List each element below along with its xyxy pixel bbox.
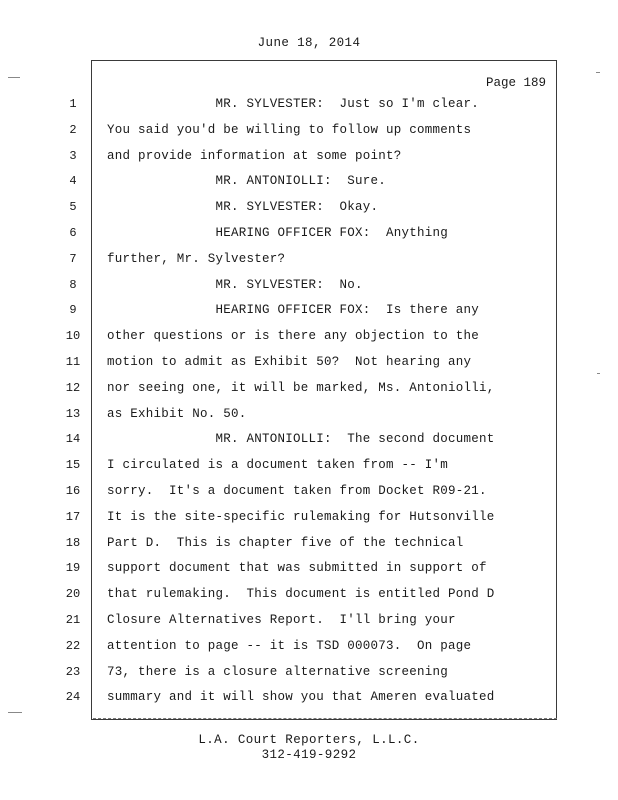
line-number: 18: [65, 535, 81, 550]
line-number: 11: [65, 355, 81, 369]
line-number: 20: [65, 587, 81, 602]
line-number: 1: [69, 97, 77, 111]
transcript-line: I circulated is a document taken from -- I'm: [107, 458, 449, 473]
transcript-line: MR. SYLVESTER: Okay.: [107, 200, 379, 215]
line-number: 14: [65, 432, 81, 447]
transcript-line: HEARING OFFICER FOX: Is there any: [107, 303, 480, 318]
line-number: 17: [65, 509, 81, 524]
line-number: 19: [65, 561, 81, 576]
line-number: 9: [69, 303, 77, 318]
scan-speck: [8, 77, 20, 78]
line-number: 23: [65, 664, 81, 679]
transcript-line: nor seeing one, it will be marked, Ms. Antoniolli,: [107, 380, 495, 395]
transcript-line: MR. ANTONIOLLI: The second document: [107, 432, 495, 447]
transcript-line: summary and it will show you that Ameren evaluated: [107, 690, 495, 705]
frame-bottom-dashes: [93, 718, 557, 720]
line-number: 24: [65, 690, 81, 705]
transcript-line: Closure Alternatives Report. I'll bring your: [107, 613, 456, 627]
line-number: 13: [65, 406, 81, 421]
transcript-line: It is the site-specific rulemaking for Hutsonville: [107, 509, 495, 524]
transcript-line: MR. SYLVESTER: No.: [107, 277, 363, 292]
line-number: 6: [69, 226, 77, 240]
transcript-line: sorry. It's a document taken from Docket R09-21.: [107, 484, 487, 498]
transcript-line: You said you'd be willing to follow up comments: [107, 122, 472, 137]
line-number: 22: [65, 638, 81, 653]
line-number: 4: [69, 174, 77, 189]
transcript-line: 73, there is a closure alternative screening: [107, 664, 449, 679]
line-number: 15: [65, 458, 81, 473]
line-number: 5: [69, 200, 77, 215]
line-number: 2: [69, 122, 77, 137]
line-number: 7: [69, 251, 77, 266]
line-number: 12: [65, 380, 81, 395]
line-number: 3: [69, 148, 77, 163]
line-number: 21: [65, 613, 81, 627]
transcript-line: Part D. This is chapter five of the technical: [107, 535, 464, 550]
footer-company: L.A. Court Reporters, L.L.C.: [198, 733, 420, 747]
transcript-line: support document that was submitted in support of: [107, 561, 487, 576]
line-number: 16: [65, 484, 81, 498]
transcript-line: motion to admit as Exhibit 50? Not hearing any: [107, 355, 472, 369]
scan-speck: [597, 373, 600, 374]
transcript-line: further, Mr. Sylvester?: [107, 251, 286, 266]
transcript-line: HEARING OFFICER FOX: Anything: [107, 226, 449, 240]
transcript-line: attention to page -- it is TSD 000073. On page: [107, 638, 472, 653]
transcript-line: and provide information at some point?: [107, 148, 402, 163]
transcript-line: other questions or is there any objection to the: [107, 329, 480, 344]
scan-speck: [8, 712, 22, 713]
transcript-line: MR. SYLVESTER: Just so I'm clear.: [107, 97, 480, 111]
line-number: 8: [69, 277, 77, 292]
transcript-line: that rulemaking. This document is entitled Pond D: [107, 587, 495, 602]
transcript-line: MR. ANTONIOLLI: Sure.: [107, 174, 387, 189]
page-number: Page 189: [485, 76, 546, 90]
transcript-date: June 18, 2014: [257, 36, 361, 50]
scan-speck: [596, 72, 600, 73]
line-number: 10: [65, 329, 81, 344]
transcript-line: as Exhibit No. 50.: [107, 406, 247, 421]
footer-phone: 312-419-9292: [261, 748, 357, 762]
